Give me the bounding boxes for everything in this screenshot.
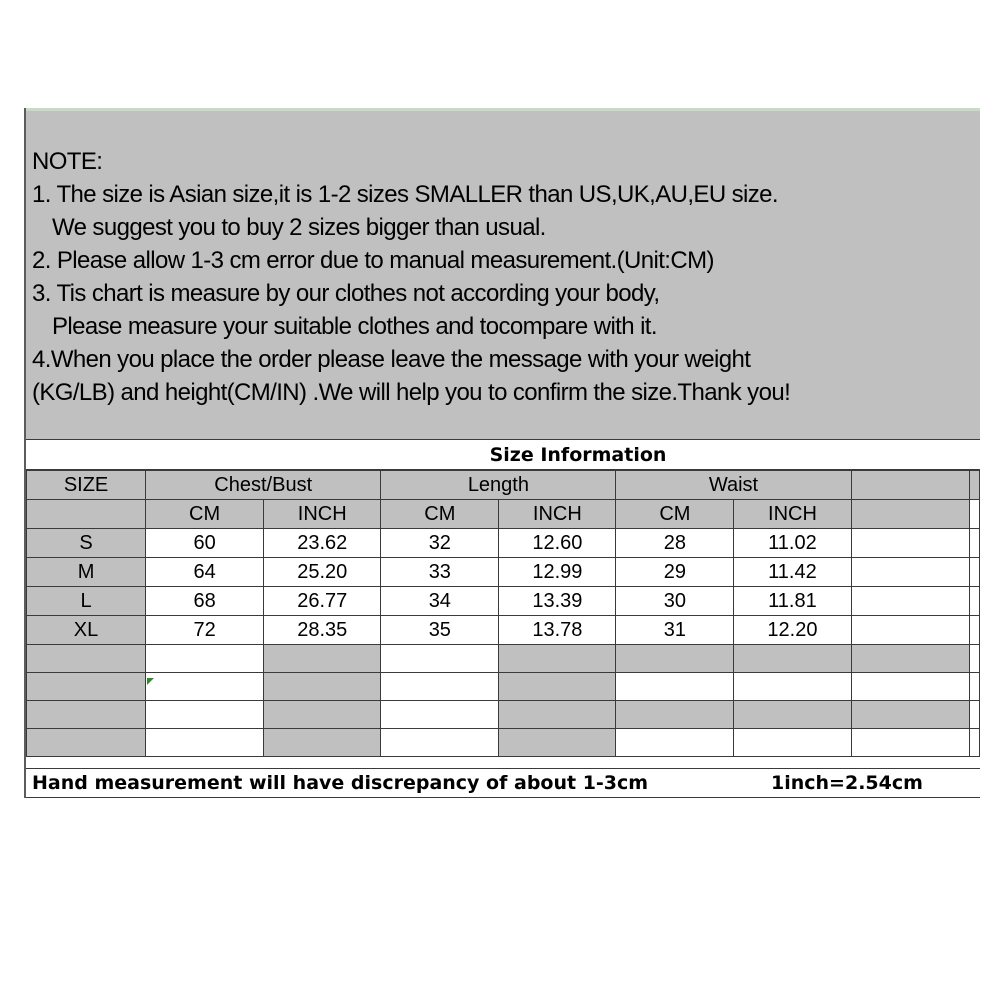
empty-cell (851, 529, 970, 558)
empty-cell (381, 673, 499, 701)
empty-cell (851, 701, 970, 729)
group-header-row (27, 471, 980, 500)
empty-cell (851, 616, 970, 645)
empty-cell (27, 500, 146, 529)
table-cell: 26.77 (264, 587, 381, 616)
empty-cell (499, 729, 616, 757)
empty-cell (970, 729, 980, 757)
empty-row (27, 673, 980, 701)
table-cell: 35 (381, 616, 499, 645)
size-label: S (27, 529, 146, 558)
empty-cell (616, 673, 734, 701)
note-heading: NOTE: (32, 148, 103, 175)
empty-cell (970, 529, 980, 558)
footer-row (26, 768, 980, 798)
note-line-1b: We suggest you to buy 2 sizes bigger than usual. (52, 214, 546, 241)
note-line-1: 1. The size is Asian size,it is 1-2 sizes SMALLER than US,UK,AU,EU size. (32, 181, 778, 208)
empty-cell (970, 616, 980, 645)
empty-cell (146, 673, 264, 701)
size-information-title-row (26, 440, 980, 470)
empty-cell (499, 701, 616, 729)
unit-header: CM (616, 500, 734, 529)
empty-cell (734, 645, 851, 673)
empty-cell (851, 729, 970, 757)
empty-cell (146, 701, 264, 729)
empty-cell (27, 729, 146, 757)
table-cell: 29 (616, 558, 734, 587)
empty-row (27, 729, 980, 757)
size-table (26, 470, 980, 757)
note-line-3: 3. Tis chart is measure by our clothes not according your body, (32, 280, 660, 307)
table-row (27, 587, 980, 616)
table-row (27, 558, 980, 587)
empty-cell (851, 673, 970, 701)
empty-cell (970, 645, 980, 673)
empty-row (27, 645, 980, 673)
empty-cell (27, 701, 146, 729)
empty-cell (27, 673, 146, 701)
table-cell: 12.20 (734, 616, 851, 645)
empty-cell (616, 701, 734, 729)
table-cell: 60 (146, 529, 264, 558)
empty-cell (970, 500, 980, 529)
size-label: M (27, 558, 146, 587)
table-cell: 12.99 (499, 558, 616, 587)
empty-cell (264, 701, 381, 729)
empty-cell (970, 471, 980, 500)
empty-cell (499, 673, 616, 701)
table-cell: 23.62 (264, 529, 381, 558)
table-cell: 12.60 (499, 529, 616, 558)
table-cell: 13.39 (499, 587, 616, 616)
empty-cell (734, 729, 851, 757)
empty-cell (851, 500, 970, 529)
note-line-4: 4.When you place the order please leave the message with your weight (32, 346, 751, 373)
unit-header: INCH (264, 500, 381, 529)
empty-cell (851, 471, 970, 500)
table-cell: 33 (381, 558, 499, 587)
table-cell: 64 (146, 558, 264, 587)
chest-bust-header: Chest/Bust (146, 471, 381, 500)
empty-cell (851, 587, 970, 616)
empty-cell (381, 701, 499, 729)
size-label: L (27, 587, 146, 616)
table-cell: 72 (146, 616, 264, 645)
empty-cell (264, 673, 381, 701)
size-label: XL (27, 616, 146, 645)
empty-cell (970, 673, 980, 701)
table-cell: 32 (381, 529, 499, 558)
empty-cell (734, 673, 851, 701)
waist-header: Waist (616, 471, 851, 500)
empty-cell (146, 645, 264, 673)
unit-header: CM (146, 500, 264, 529)
table-cell: 34 (381, 587, 499, 616)
size-information-title: Size Information (489, 444, 667, 466)
note-line-3b: Please measure your suitable clothes and tocompare with it. (52, 313, 657, 340)
empty-cell (851, 558, 970, 587)
empty-cell (146, 729, 264, 757)
empty-cell (616, 729, 734, 757)
empty-cell (970, 587, 980, 616)
note-line-2: 2. Please allow 1-3 cm error due to manual measurement.(Unit:CM) (32, 247, 714, 274)
unit-header: INCH (734, 500, 851, 529)
table-cell: 25.20 (264, 558, 381, 587)
unit-header-row (27, 500, 980, 529)
empty-row (27, 701, 980, 729)
table-cell: 30 (616, 587, 734, 616)
table-cell: 11.81 (734, 587, 851, 616)
footer-discrepancy-note: Hand measurement will have discrepancy of about 1-3cm (32, 772, 649, 794)
table-cell: 28 (616, 529, 734, 558)
empty-cell (27, 645, 146, 673)
table-row (27, 616, 980, 645)
empty-cell (381, 729, 499, 757)
unit-header: CM (381, 500, 499, 529)
table-cell: 13.78 (499, 616, 616, 645)
note-line-4b: (KG/LB) and height(CM/IN) .We will help you to confirm the size.Thank you! (32, 379, 791, 406)
note-box (26, 111, 980, 440)
empty-cell (970, 701, 980, 729)
empty-cell (499, 645, 616, 673)
length-header: Length (381, 471, 616, 500)
empty-cell (381, 645, 499, 673)
empty-cell (851, 645, 970, 673)
empty-cell (970, 558, 980, 587)
empty-cell (264, 645, 381, 673)
empty-cell (264, 729, 381, 757)
table-cell: 68 (146, 587, 264, 616)
table-cell: 31 (616, 616, 734, 645)
size-chart-sheet (24, 108, 980, 798)
cell-marker-icon (147, 678, 154, 685)
table-cell: 11.02 (734, 529, 851, 558)
empty-cell (734, 701, 851, 729)
size-header: SIZE (27, 471, 146, 500)
empty-cell (616, 645, 734, 673)
table-cell: 28.35 (264, 616, 381, 645)
table-row (27, 529, 980, 558)
unit-header: INCH (499, 500, 616, 529)
table-cell: 11.42 (734, 558, 851, 587)
footer-inch-conversion: 1inch=2.54cm (771, 772, 923, 794)
